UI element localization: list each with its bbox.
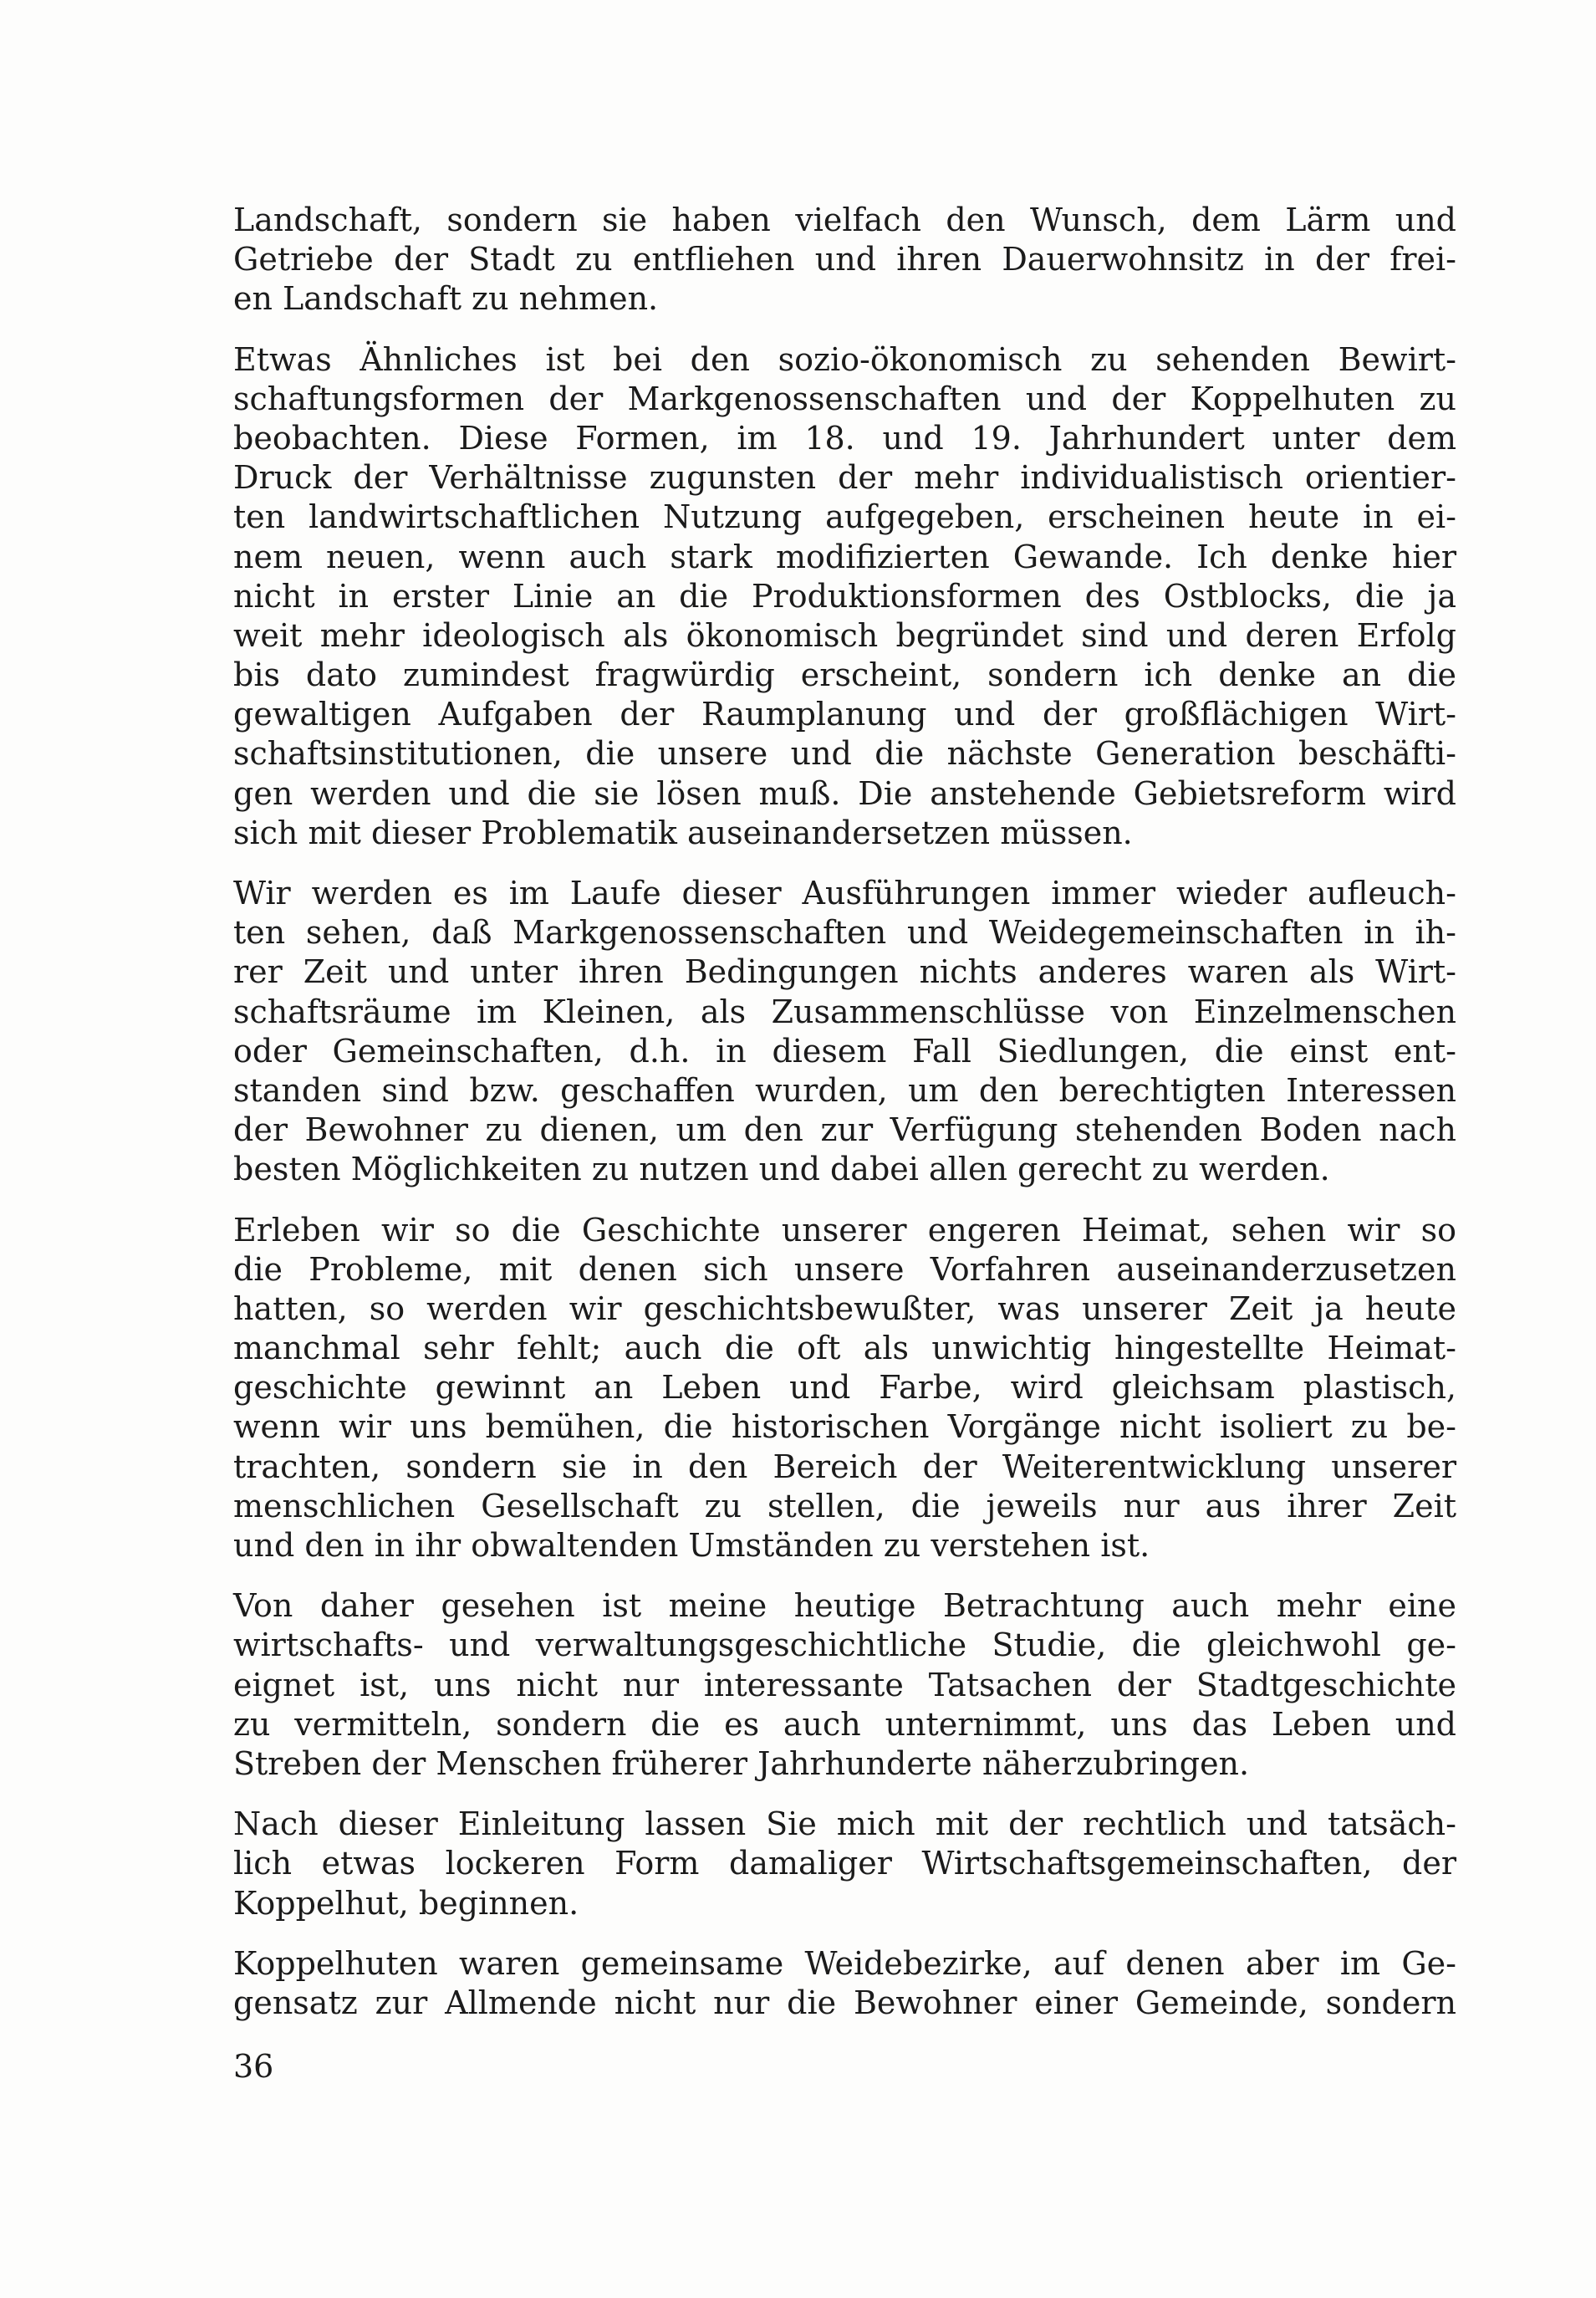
paragraph [233,201,1456,319]
text-line: geschichte gewinnt an Leben und Farbe, wird gleichsam plastisch, [233,1369,1456,1407]
text-line: rer Zeit und unter ihren Bedingungen nichts anderes waren als Wirt- [233,953,1456,991]
text-line: en Landschaft zu nehmen. [233,280,659,318]
text-line: hatten, so werden wir geschichtsbewußter, was unserer Zeit ja heute [233,1289,1456,1327]
text-line: gen werden und die sie lösen muß. Die anstehende Gebietsreform wird [233,774,1456,812]
text-line: Koppelhut, beginnen. [233,1884,579,1922]
text-line: ten sehen, daß Markgenossenschaften und Weidegemeinschaften in ih- [233,914,1456,952]
text-line: weit mehr ideologisch als ökonomisch begründet sind und deren Erfolg [233,616,1456,654]
text-line: Erleben wir so die Geschichte unserer engeren Heimat, sehen wir so [233,1211,1456,1249]
paragraph [233,1586,1456,1784]
text-line: schaftungsformen der Markgenossenschaften und der Koppelhuten zu [233,380,1456,417]
text-line: nicht in erster Linie an die Produktionsformen des Ostblocks, die ja [233,577,1456,615]
body-text [233,201,1456,2044]
text-line: Landschaft, sondern sie haben vielfach den Wunsch, dem Lärm und [233,202,1456,238]
text-line: die Probleme, mit denen sich unsere Vorfahren auseinanderzusetzen [233,1250,1456,1288]
text-line: Streben der Menschen früherer Jahrhunderte näherzubringen. [233,1744,1250,1782]
text-line: ten landwirtschaftlichen Nutzung aufgegeben, erscheinen heute in ei- [233,498,1456,536]
paragraph [233,1805,1456,1923]
text-line: schaftsräume im Kleinen, als Zusammenschlüsse von Einzelmenschen [233,993,1456,1030]
text-line: schaftsinstitutionen, die unsere und die nächste Generation beschäfti- [233,735,1456,773]
text-line: gewaltigen Aufgaben der Raumplanung und der großflächigen Wirt- [233,696,1456,733]
text-line: Getriebe der Stadt zu entfliehen und ihren Dauerwohnsitz in der frei- [233,241,1456,278]
text-line: Etwas Ähnliches ist bei den sozio-ökonomisch zu sehenden Bewirt- [233,340,1456,378]
text-line: und den in ihr obwaltenden Umständen zu verstehen ist. [233,1527,1150,1564]
text-line: der Bewohner zu dienen, um den zur Verfügung stehenden Boden nach [233,1111,1456,1149]
text-line: standen sind bzw. geschaffen wurden, um den berechtigten Interessen [233,1071,1456,1109]
paragraph [233,874,1456,1190]
text-line: menschlichen Gesellschaft zu stellen, die jeweils nur aus ihrer Zeit [233,1487,1456,1524]
text-line: lich etwas lockeren Form damaliger Wirtschaftsgemeinschaften, der [233,1845,1456,1882]
paragraph [233,1211,1456,1566]
text-line: nem neuen, wenn auch stark modifizierten Gewande. Ich denke hier [233,538,1456,575]
page-number: 36 [233,2048,274,2085]
text-line: besten Möglichkeiten zu nutzen und dabei allen gerecht zu werden. [233,1151,1330,1188]
text-line: bis dato zumindest fragwürdig erscheint, sondern ich denke an die [233,656,1456,694]
text-line: trachten, sondern sie in den Bereich der Weiterentwicklung unserer [233,1448,1456,1485]
text-line: Nach dieser Einleitung lassen Sie mich mit der rechtlich und tatsäch- [233,1805,1456,1843]
text-line: beobachten. Diese Formen, im 18. und 19. Jahrhundert unter dem [233,419,1456,457]
paragraph [233,1944,1456,2023]
text-line: Wir werden es im Laufe dieser Ausführungen immer wieder aufleuch- [233,875,1456,912]
text-line: zu vermitteln, sondern die es auch unternimmt, uns das Leben und [233,1705,1456,1743]
text-line: manchmal sehr fehlt; auch die oft als unwichtig hingestellte Heimat- [233,1330,1456,1367]
text-line: wenn wir uns bemühen, die historischen Vorgänge nicht isoliert zu be- [233,1408,1456,1446]
text-line: eignet ist, uns nicht nur interessante Tatsachen der Stadtgeschichte [233,1666,1456,1703]
text-line: sich mit dieser Problematik auseinandersetzen müssen. [233,814,1133,851]
text-line: wirtschafts- und verwaltungsgeschichtliche Studie, die gleichwohl ge- [233,1626,1456,1664]
text-line: oder Gemeinschaften, d.h. in diesem Fall Siedlungen, die einst ent- [233,1032,1456,1070]
text-line: Koppelhuten waren gemeinsame Weidebezirke, auf denen aber im Ge- [233,1944,1456,1982]
text-line: Von daher gesehen ist meine heutige Betrachtung auch mehr eine [233,1587,1456,1625]
text-line: Druck der Verhältnisse zugunsten der mehr individualistisch orientier- [233,459,1456,497]
text-line: gensatz zur Allmende nicht nur die Bewohner einer Gemeinde, sondern [233,1984,1456,2021]
paragraph [233,340,1456,853]
